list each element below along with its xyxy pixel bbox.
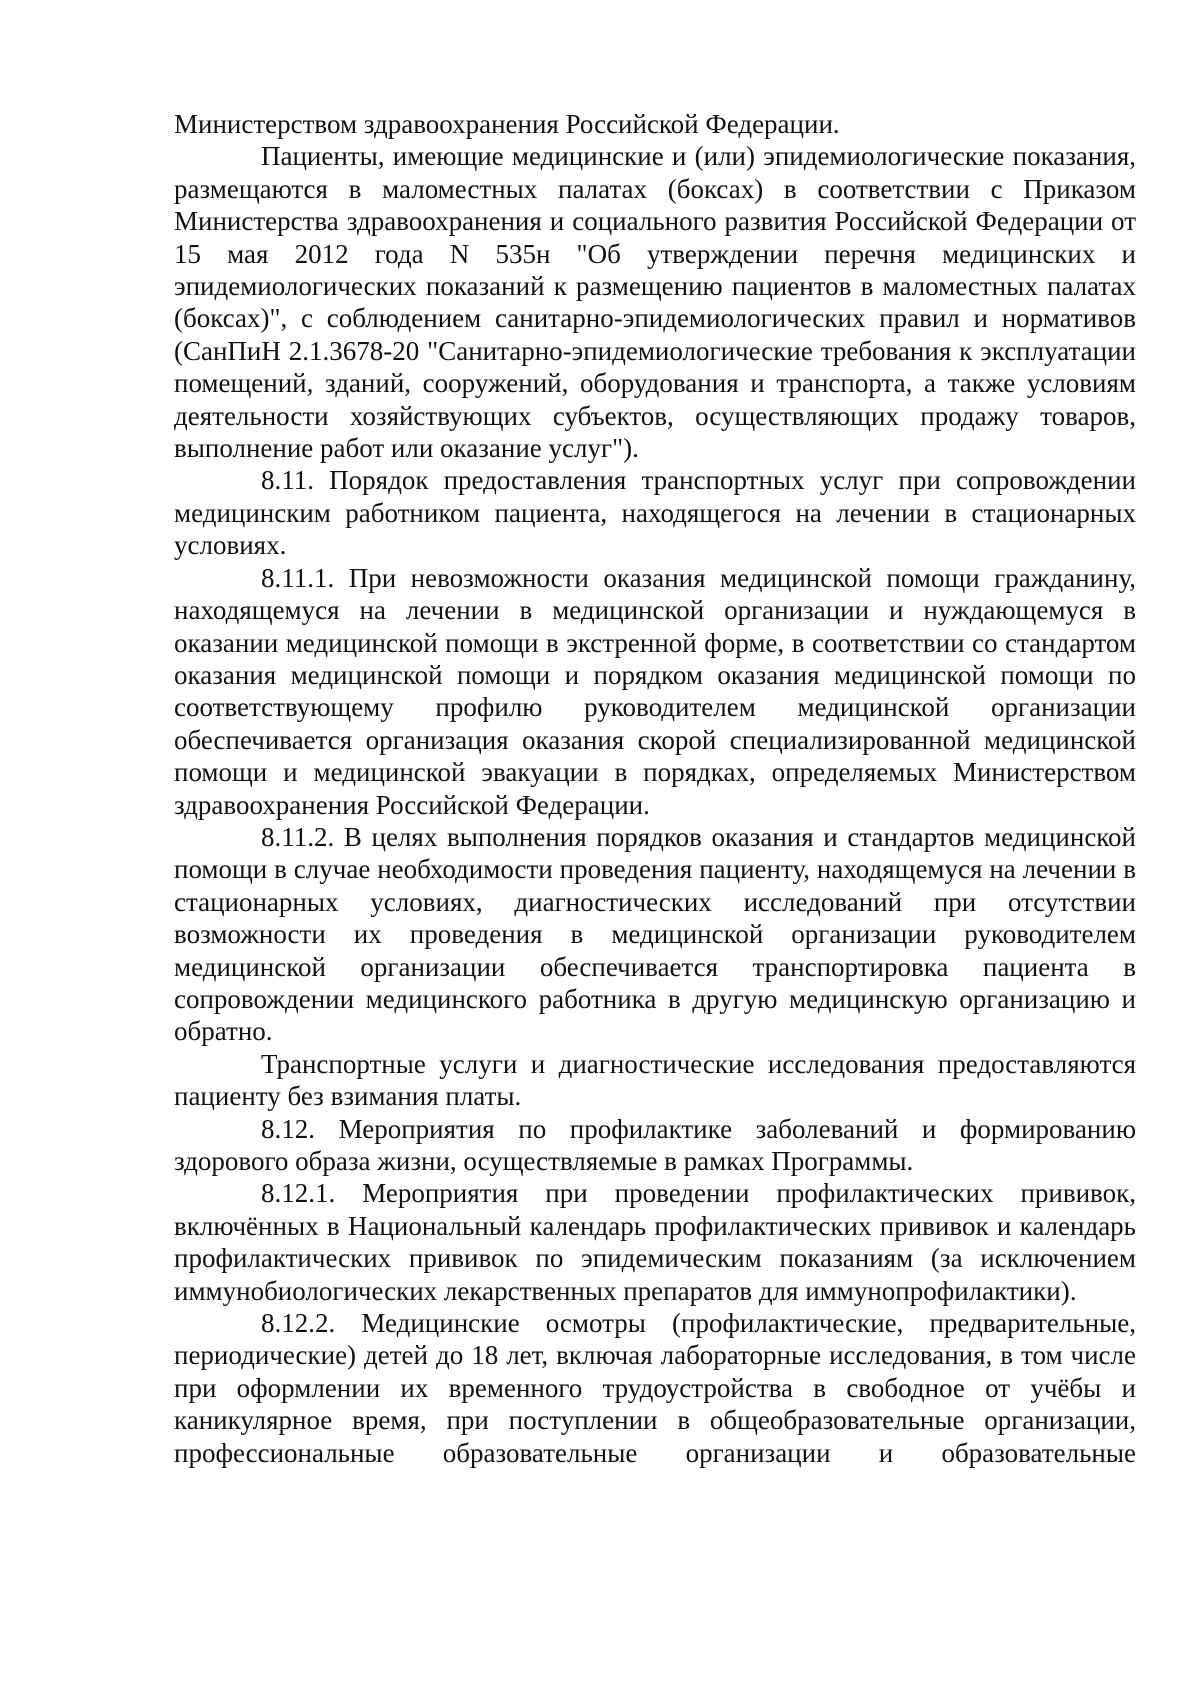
- paragraph-section-8-12-1: 8.12.1. Мероприятия при проведении профилактических прививок, включённых в Национальный календарь профилактических прививок и календарь профилактических прививок по эпидемическим показаниям (за исключением иммунобиологических лекарственных препаратов для иммунопрофилактики).: [174, 1178, 1136, 1306]
- paragraph-section-8-12: 8.12. Мероприятия по профилактике заболеваний и формированию здорового образа жизни, осуществляемые в рамках Программы.: [174, 1113, 1136, 1176]
- paragraph-section-8-12-2: 8.12.2. Медицинские осмотры (профилактические, предварительные, периодические) детей до 18 лет, включая лабораторные исследования, в том числе при оформлении их временного трудоустройства в свободное от учёбы и каникулярное время, при поступлении в общеобразовательные организации, профессиональные образовательные организации и образовательные: [174, 1308, 1136, 1468]
- paragraph-patients-placement: Пациенты, имеющие медицинские и (или) эпидемиологические показания, размещаются в маломестных палатах (боксах) в соответствии с Приказом Министерства здравоохранения и социального развития Российской Федерации от 15 мая 2012 года N 535н "Об утверждении перечня медицинских и эпидемиологических показаний к размещению пациентов в маломестных палатах (боксах)", с соблюдением санитарно-эпидемиологических правил и нормативов (СанПиН 2.1.3678-20 "Санитарно-эпидемиологические требования к эксплуатации помещений, зданий, сооружений, оборудования и транспорта, а также условиям деятельности хозяйствующих субъектов, осуществляющих продажу товаров, выполнение работ или оказание услуг").: [174, 141, 1136, 464]
- paragraph-transport-services: Транспортные услуги и диагностические исследования предоставляются пациенту без взимания платы.: [174, 1048, 1136, 1112]
- paragraph-section-8-11-2: 8.11.2. В целях выполнения порядков оказания и стандартов медицинской помощи в случае необходимости проведения пациенту, находящемуся на лечении в стационарных условиях, диагностических исследований при отсутствии возможности их проведения в медицинской организации руководителем медицинской организации обеспечивается транспортировка пациента в сопровождении медицинского работника в другую медицинскую организацию и обратно.: [174, 821, 1136, 1047]
- document-page: [174, 108, 1136, 1469]
- paragraph-section-8-11: 8.11. Порядок предоставления транспортных услуг при сопровождении медицинским работником пациента, находящегося на лечении в стационарных условиях.: [174, 465, 1136, 561]
- paragraph-section-8-11-1: 8.11.1. При невозможности оказания медицинской помощи гражданину, находящемуся на лечении в медицинской организации и нуждающемуся в оказании медицинской помощи в экстренной форме, в соответствии со стандартом оказания медицинской помощи и порядком оказания медицинской помощи по соответствующему профилю руководителем медицинской организации обеспечивается организация оказания скорой специализированной медицинской помощи и медицинской эвакуации в порядках, определяемых Министерством здравоохранения Российской Федерации.: [174, 562, 1136, 820]
- paragraph-ministry-line: Министерством здравоохранения Российской Федерации.: [174, 109, 840, 139]
